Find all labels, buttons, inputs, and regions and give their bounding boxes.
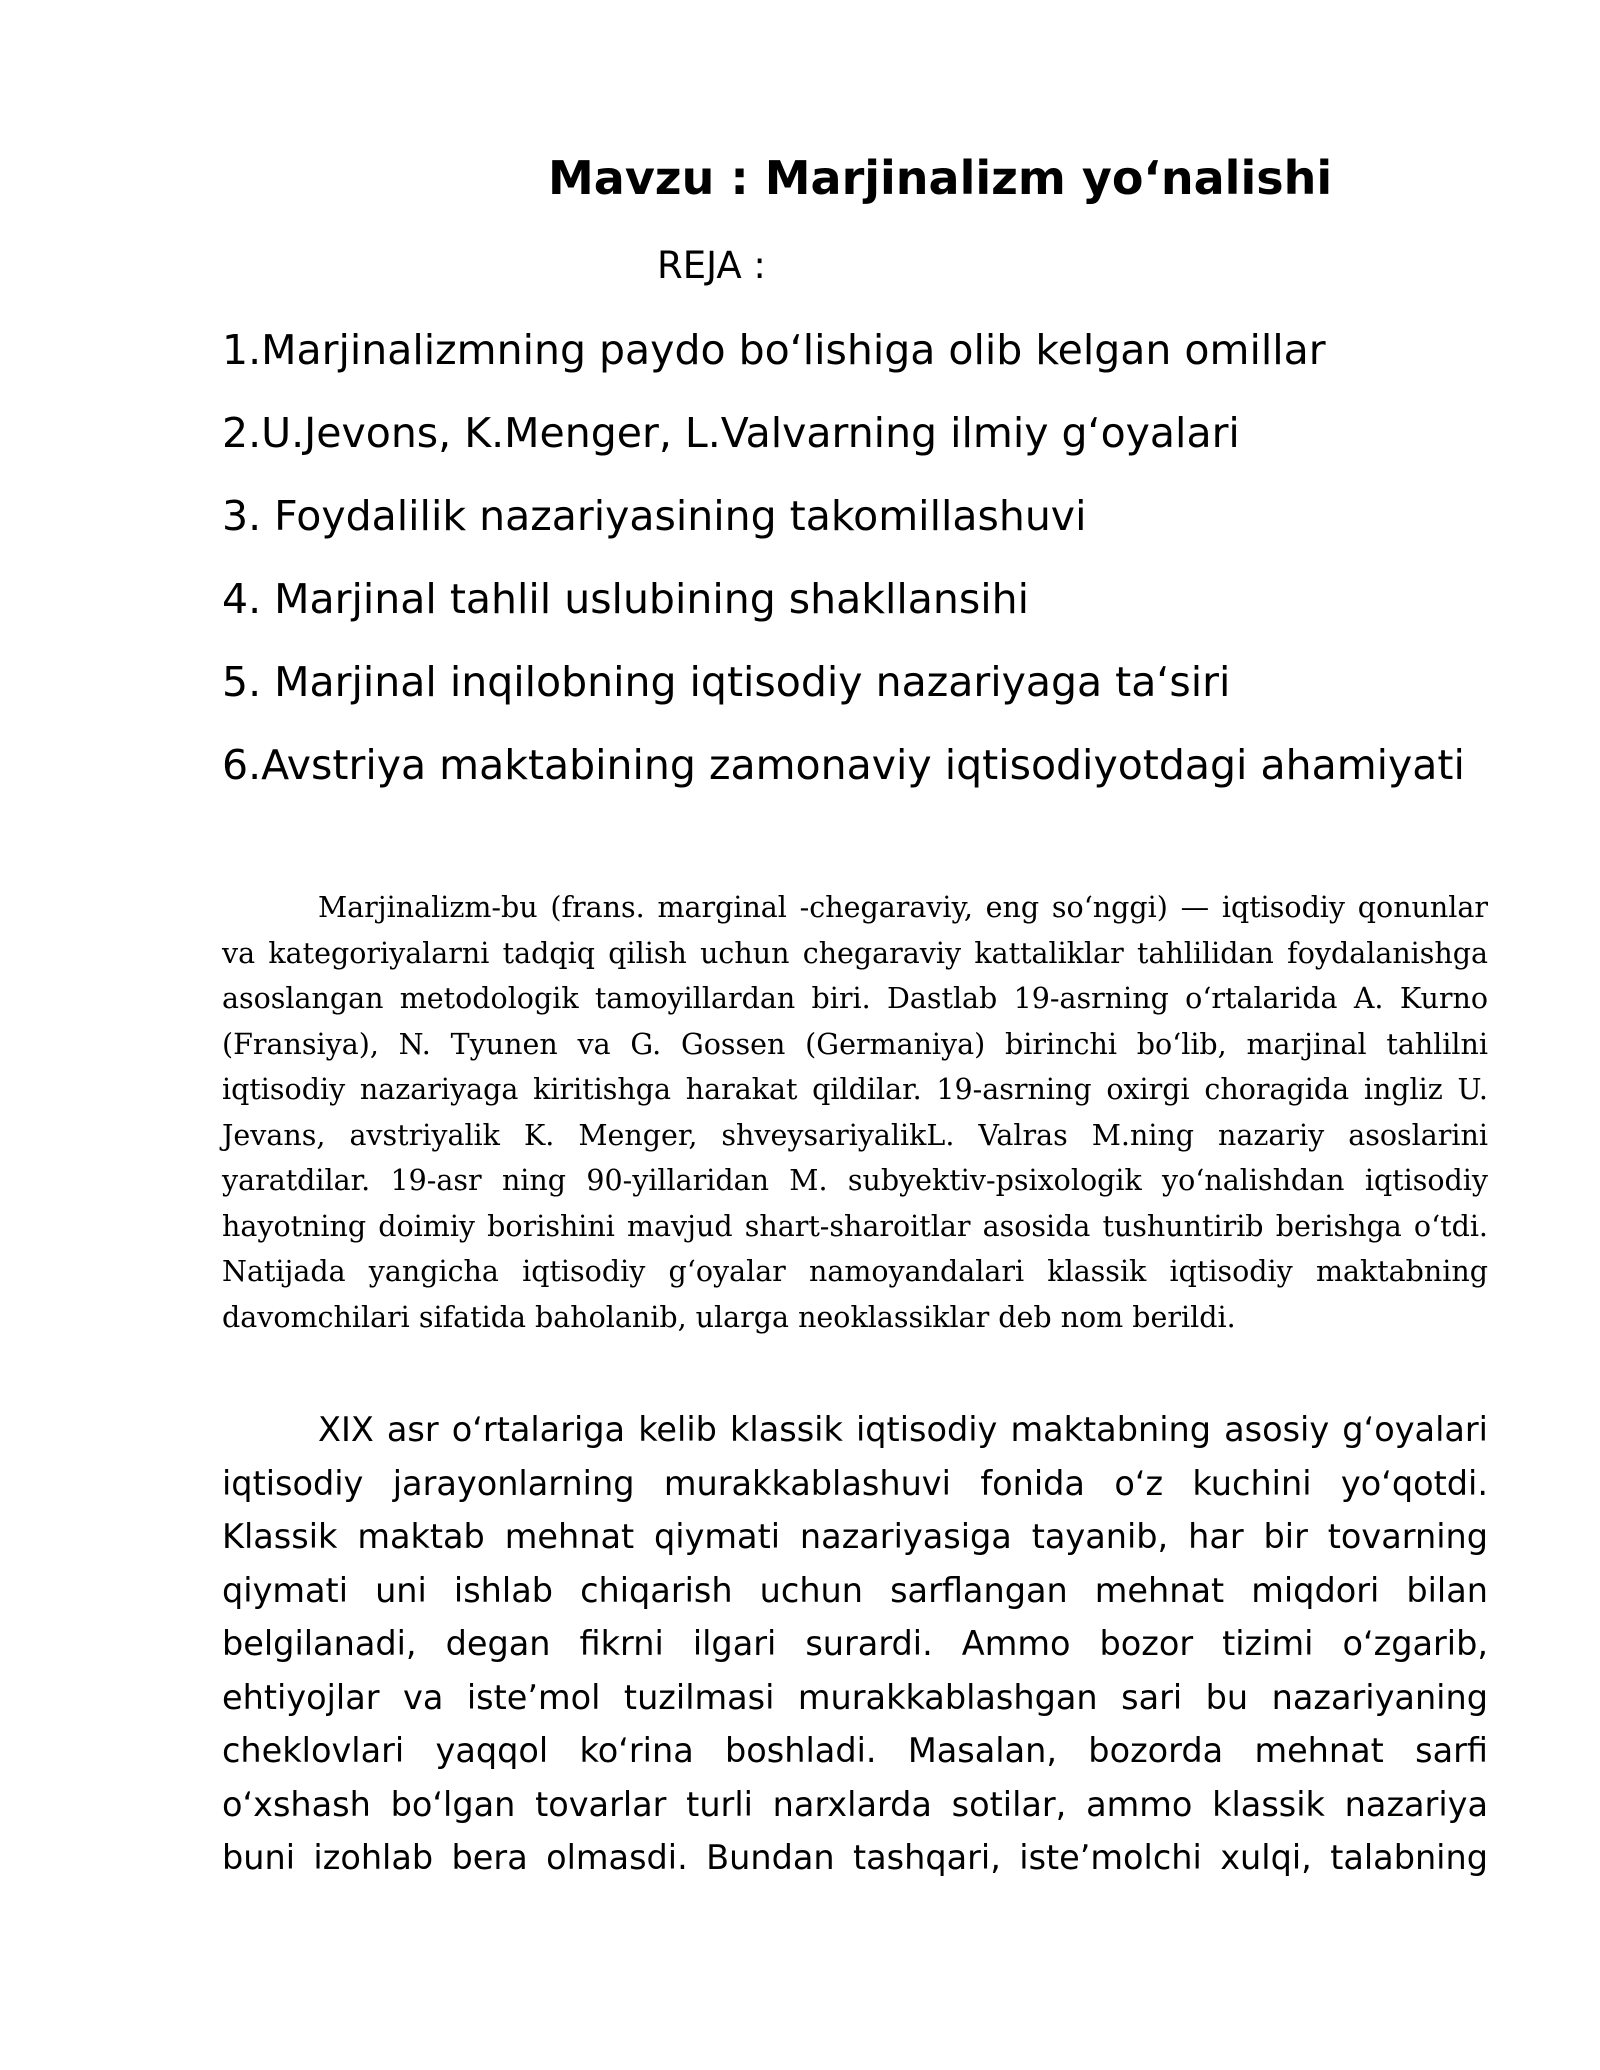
plan-item: 2.U.Jevons, K.Menger, L.Valvarning ilmiy g‘oyalari (222, 409, 1240, 457)
document-title: Mavzu : Marjinalizm yo‘nalishi (548, 151, 1333, 205)
plan-item: 1.Marjinalizmning paydo bo‘lishiga olib kelgan omillar (222, 326, 1326, 374)
body-paragraph: XIX asr oʻrtalariga kelib klassik iqtisodiy maktabning asosiy gʻoyalari iqtisodiy jarayonlarning murakkablashuvi fonida oʻz kuchini yoʻqotdi. Klassik maktab mehnat qiymati nazariyasiga tayanib, har bir tovarning qiymati uni ishlab chiqarish uchun sarflangan mehnat miqdori bilan belgilanadi, degan fikrni ilgari surardi. Ammo bozor tizimi oʻzgarib, ehtiyojlar va isteʼmol tuzilmasi murakkablashgan sari bu nazariyaning cheklovlari yaqqol koʻrina boshladi. Masalan, bozorda mehnat sarfi oʻxshash boʻlgan tovarlar turli narxlarda sotilar, ammo klassik nazariya buni izohlab bera olmasdi. Bundan tashqari, isteʼmolchi xulqi, talabning (222, 1410, 1488, 1877)
plan-list (222, 324, 1465, 822)
body-paragraph: Marjinalizm-bu (frans. marginal -chegaraviy, eng so‘nggi) — iqtisodiy qonunlar va kategoriyalarni tadqiq qilish uchun chegaraviy kattaliklar tahlilidan foydalanishga asoslangan metodologik tamoyillardan biri. Dastlab 19-asrning o‘rtalarida A. Kurno (Fransiya), N. Tyunen va G. Gossen (Germaniya) birinchi bo‘lib, marjinal tahlilni iqtisodiy nazariyaga kiritishga harakat qildilar. 19-asrning oxirgi choragida ingliz U. Jevans, avstriyalik K. Menger, shveysariyalikL. Valras M.ning nazariy asoslarini yaratdilar. 19-asr ning 90-yillaridan M. subyektiv-psixologik yo‘nalishdan iqtisodiy hayotning doimiy borishini mavjud shart-sharoitlar asosida tushuntirib berishga o‘tdi. Natijada yangicha iqtisodiy g‘oyalar namoyandalari klassik iqtisodiy maktabning davomchilari sifatida baholanib, ularga neoklassiklar deb nom berildi. (222, 891, 1488, 1334)
plan-item: 4. Marjinal tahlil uslubining shakllansihi (222, 575, 1030, 623)
plan-item: 3. Foydalilik nazariyasining takomillashuvi (222, 492, 1087, 540)
plan-item: 5. Marjinal inqilobning iqtisodiy nazariyaga ta‘siri (222, 658, 1231, 706)
plan-item: 6.Avstriya maktabining zamonaviy iqtisodiyotdagi ahamiyati (222, 741, 1465, 789)
plan-heading: REJA : (657, 244, 766, 287)
